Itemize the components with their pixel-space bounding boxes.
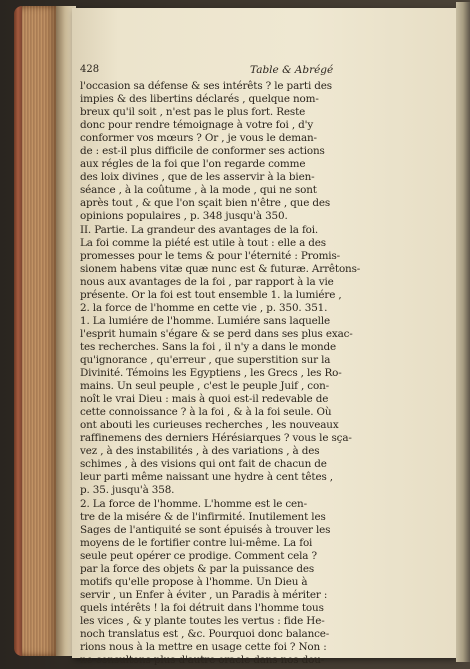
text-line: 1. La lumiére de l'homme. Lumiére sans laquelle: [80, 314, 331, 327]
text-line: 2. la force de l'homme en cette vie , p. 350. 351.: [80, 301, 328, 314]
book-page-edges: [14, 6, 58, 656]
text-line: ne consultons plus d'autre oracle dans nos dou-: [80, 654, 325, 667]
text-line: de : est-il plus difficile de conformer ses actions: [80, 145, 325, 158]
running-title: Table & Abrégé: [250, 64, 334, 76]
text-line: présente. Or la foi est tout ensemble 1. la lumiére ,: [80, 288, 342, 301]
text-line: raffinemens des derniers Hérésiarques ? vous le sça-: [80, 432, 352, 445]
text-line: servir , un Enfer à éviter , un Paradis à mériter :: [80, 588, 328, 601]
text-line: impies & des libertins déclarés , quelque nom-: [80, 93, 319, 106]
text-line: des loix divines , que de les asservir à la bien-: [80, 171, 315, 184]
text-line: 2. La force de l'homme. L'homme est le cen-: [80, 497, 307, 510]
text-line: La foi comme la piété est utile à tout : elle a des: [80, 236, 326, 249]
text-line: p. 35. jusqu'à 358.: [80, 484, 175, 497]
text-line: cette connoissance ? à la foi , & à la foi seule. Où: [80, 406, 332, 419]
text-line: après tout , & que l'on sçait bien n'être , que des: [80, 197, 331, 210]
text-line: nous aux avantages de la foi , par rapport à la vie: [80, 275, 334, 288]
text-line: promesses pour le tems & pour l'éternité : Promis-: [80, 249, 341, 262]
text-line: les vices , & y plante toutes les vertus : fide He-: [80, 614, 325, 627]
text-line: II. Partie. La grandeur des avantages de la foi.: [80, 223, 319, 236]
text-line: aux régles de la foi que l'on regarde comme: [80, 158, 306, 171]
text-line: Divinité. Témoins les Egyptiens , les Grecs , les Ro-: [80, 367, 342, 380]
text-line: mains. Un seul peuple , c'est le peuple Juif , con-: [80, 380, 329, 393]
text-line: rions nous à la mettre en usage cette foi ? Non :: [80, 641, 327, 654]
text-line: l'esprit humain s'égare & se perd dans ses plus exac-: [80, 327, 353, 340]
text-line: ont abouti les curieuses recherches , les nouveaux: [80, 419, 339, 432]
text-line: quels intérêts ! la foi détruit dans l'homme tous: [80, 601, 324, 614]
text-line: conformer vos mœurs ? Or , je vous le deman-: [80, 132, 317, 145]
text-line: donc pour rendre témoignage à votre foi , d'y: [80, 119, 314, 132]
text-line: leur parti même naissant une hydre à cent têtes ,: [80, 471, 333, 484]
body-text: [80, 80, 452, 667]
book-right-edge: [456, 2, 470, 662]
text-line: tre de la misére & de l'infirmité. Inutilement les: [80, 510, 326, 523]
text-line: breux qu'il soit , n'est pas le plus fort. Reste: [80, 106, 306, 119]
text-line: moyens de le fortifier contre lui-même. La foi: [80, 536, 313, 549]
page-number: 428: [80, 64, 100, 75]
text-line: par la force des objets & par la puissance des: [80, 562, 315, 575]
text-line: tes recherches. Sans la foi , il n'y a dans le monde: [80, 340, 337, 353]
text-line: qu'ignorance , qu'erreur , que superstition sur la: [80, 353, 331, 366]
text-line: opinions populaires , p. 348 jusqu'à 350.: [80, 210, 288, 223]
text-line: Sages de l'antiquité se sont épuisés à trouver les: [80, 523, 331, 536]
text-line: seule peut opérer ce prodige. Comment cela ?: [80, 549, 317, 562]
text-line: noch translatus est , &c. Pourquoi donc balance-: [80, 627, 330, 640]
text-line: séance , à la coûtume , à la mode , qui ne sont: [80, 184, 317, 197]
text-line: noît le vrai Dieu : mais à quoi est-il redevable de: [80, 393, 329, 406]
page-header: [80, 64, 454, 80]
text-line: schimes , à des visions qui ont fait de chacun de: [80, 458, 327, 471]
text-line: motifs qu'elle propose à l'homme. Un Dieu à: [80, 575, 308, 588]
text-line: sionem habens vitæ quæ nunc est & futuræ. Arrêtons-: [80, 262, 361, 275]
text-line: l'occasion sa défense & ses intérêts ? le parti des: [80, 80, 332, 92]
text-line: vez , à des instabilités , à des variations , à des: [80, 445, 320, 458]
